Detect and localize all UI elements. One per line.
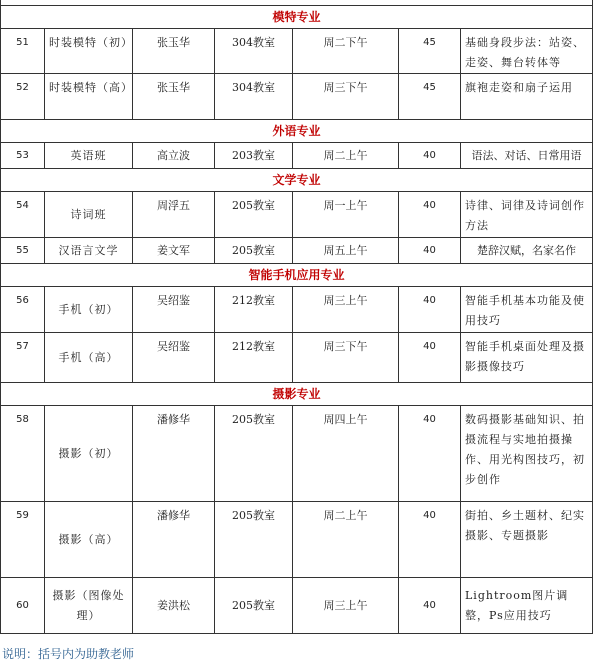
course-content: 智能手机桌面处理及摄影摄像技巧: [461, 333, 593, 383]
course-number: 51: [1, 29, 45, 74]
classroom: 205教室: [215, 406, 293, 502]
class-hours: 40: [399, 502, 461, 578]
teacher-name: 潘修华: [133, 406, 215, 502]
category-row: [1, 120, 593, 143]
teacher-name: 张玉华: [133, 29, 215, 74]
teacher-name: 张玉华: [133, 74, 215, 120]
category-row: [1, 169, 593, 192]
table-row: [1, 578, 593, 634]
course-name: 摄影（初）: [45, 406, 133, 502]
course-content: 楚辞汉赋，名家名作: [461, 238, 593, 264]
course-name: 英语班: [45, 143, 133, 169]
class-time: 周三上午: [293, 287, 399, 333]
teacher-name: 潘修华: [133, 502, 215, 578]
classroom: 304教室: [215, 74, 293, 120]
course-name: 摄影（高）: [45, 502, 133, 578]
course-content: 诗律、词律及诗词创作方法: [461, 192, 593, 238]
course-content: 语法、对话、日常用语: [461, 143, 593, 169]
teacher-name: 吴绍鉴: [133, 287, 215, 333]
footnote: 说明：括号内为助教老师: [2, 647, 135, 661]
table-row: [1, 406, 593, 502]
class-hours: 40: [399, 192, 461, 238]
course-content: 智能手机基本功能及使用技巧: [461, 287, 593, 333]
class-hours: 40: [399, 578, 461, 634]
table-row: [1, 29, 593, 74]
course-content: 旗袍走姿和扇子运用: [461, 74, 593, 120]
class-time: 周一上午: [293, 192, 399, 238]
category-title: 摄影专业: [1, 383, 593, 406]
course-number: 54: [1, 192, 45, 238]
class-hours: 40: [399, 406, 461, 502]
course-name: 诗词班: [45, 192, 133, 238]
category-title: 文学专业: [1, 169, 593, 192]
course-number: 55: [1, 238, 45, 264]
classroom: 205教室: [215, 578, 293, 634]
category-row: [1, 264, 593, 287]
course-number: 57: [1, 333, 45, 383]
teacher-name: 姜文军: [133, 238, 215, 264]
category-row: [1, 6, 593, 29]
classroom: 304教室: [215, 29, 293, 74]
class-hours: 40: [399, 333, 461, 383]
class-hours: 40: [399, 287, 461, 333]
course-name: 时装模特（初）: [45, 29, 133, 74]
course-name: 时装模特（高）: [45, 74, 133, 120]
classroom: 205教室: [215, 238, 293, 264]
class-hours: 45: [399, 29, 461, 74]
course-content: 街拍、乡土题材、纪实摄影、专题摄影: [461, 502, 593, 578]
table-row: [1, 287, 593, 333]
table-row: [1, 192, 593, 238]
course-content: 数码摄影基础知识、拍摄流程与实地拍摄操作、用光构图技巧，初步创作: [461, 406, 593, 502]
class-hours: 40: [399, 238, 461, 264]
classroom: 212教室: [215, 287, 293, 333]
class-hours: 45: [399, 74, 461, 120]
class-hours: 40: [399, 143, 461, 169]
course-content: 基础身段步法：站姿、走姿、舞台转体等: [461, 29, 593, 74]
course-content: Lightroom图片调整，Ps应用技巧: [461, 578, 593, 634]
category-title: 智能手机应用专业: [1, 264, 593, 287]
course-number: 58: [1, 406, 45, 502]
classroom: 205教室: [215, 502, 293, 578]
classroom: 205教室: [215, 192, 293, 238]
teacher-name: 姜洪松: [133, 578, 215, 634]
table-row: [1, 143, 593, 169]
teacher-name: 周浮五: [133, 192, 215, 238]
course-number: 60: [1, 578, 45, 634]
class-time: 周二下午: [293, 29, 399, 74]
category-row: [1, 383, 593, 406]
course-name: 汉语言文学: [45, 238, 133, 264]
class-time: 周三下午: [293, 74, 399, 120]
teacher-name: 吴绍鉴: [133, 333, 215, 383]
course-number: 52: [1, 74, 45, 120]
teacher-name: 高立波: [133, 143, 215, 169]
class-time: 周二上午: [293, 143, 399, 169]
classroom: 203教室: [215, 143, 293, 169]
course-number: 56: [1, 287, 45, 333]
course-name: 摄影（图像处理）: [45, 578, 133, 634]
course-number: 53: [1, 143, 45, 169]
course-name: 手机（初）: [45, 287, 133, 333]
classroom: 212教室: [215, 333, 293, 383]
table-row: [1, 333, 593, 383]
class-time: 周三上午: [293, 578, 399, 634]
category-title: 外语专业: [1, 120, 593, 143]
table-row: [1, 238, 593, 264]
course-name: 手机（高）: [45, 333, 133, 383]
class-time: 周五上午: [293, 238, 399, 264]
category-title: 模特专业: [1, 6, 593, 29]
table-row: [1, 502, 593, 578]
class-time: 周二上午: [293, 502, 399, 578]
table-row: [1, 74, 593, 120]
class-time: 周三下午: [293, 333, 399, 383]
class-time: 周四上午: [293, 406, 399, 502]
course-number: 59: [1, 502, 45, 578]
